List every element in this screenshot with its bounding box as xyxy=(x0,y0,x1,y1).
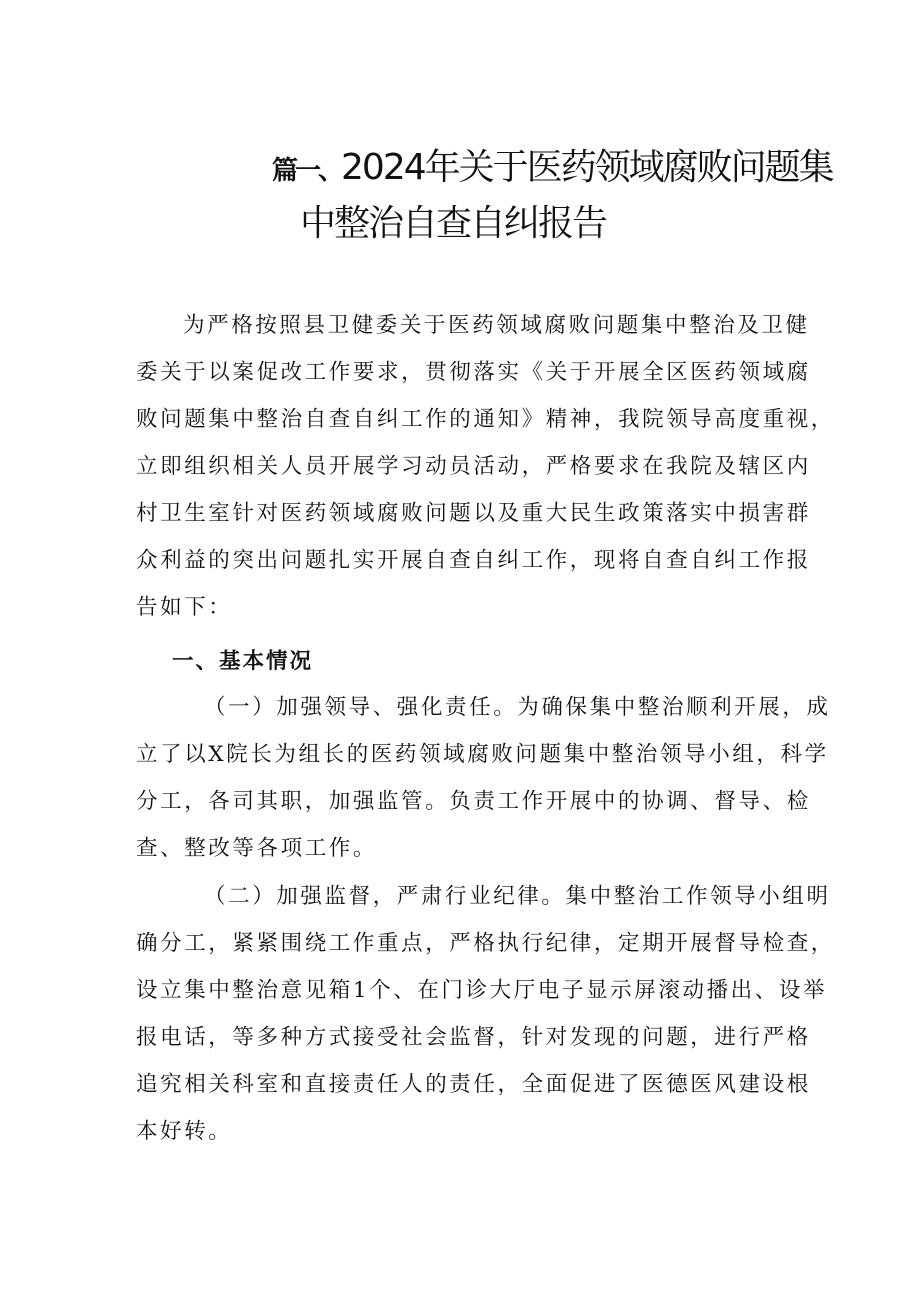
para2-line: 本好转。 xyxy=(136,1119,233,1144)
section-heading: 一、基本情况 xyxy=(172,649,314,674)
intro-line: 委关于以案促改工作要求，贯彻落实《关于开展全区医药领域腐 xyxy=(136,360,811,385)
para2-line: 确分工，紧紧围绕工作重点，严格执行纪律，定期开展督导检查， xyxy=(136,931,835,956)
intro-line: 众利益的突出问题扎实开展自查自纠工作，现将自查自纠工作报 xyxy=(136,548,811,573)
para1-line: 查、整改等各项工作。 xyxy=(136,836,378,861)
intro-line: 败问题集中整治自查自纠工作的通知》精神，我院领导高度重视， xyxy=(136,407,835,432)
document-title-line-2: 中整治自查自纠报告 xyxy=(300,203,607,244)
para1-line: （一）加强领导、强化责任。为确保集中整治顺利开展，成 xyxy=(204,695,831,720)
intro-line: 为严格按照县卫健委关于医药领域腐败问题集中整治及卫健 xyxy=(183,313,810,338)
intro-line: 立即组织相关人员开展学习动员活动，严格要求在我院及辖区内 xyxy=(136,454,811,479)
intro-line: 告如下： xyxy=(136,595,233,620)
para2-line: 追究相关科室和直接责任人的责任，全面促进了医德医风建设根 xyxy=(136,1072,811,1097)
title-text-1: 2024年关于医药领域腐败问题集 xyxy=(341,147,833,188)
intro-line: 村卫生室针对医药领域腐败问题以及重大民生政策落实中损害群 xyxy=(136,501,811,526)
para2-line: （二）加强监督，严肃行业纪律。集中整治工作领导小组明 xyxy=(204,884,831,909)
para1-line: 立了以X院长为组长的医药领域腐败问题集中整治领导小组，科学 xyxy=(136,742,829,767)
title-prefix: 篇一、 xyxy=(272,156,342,186)
para2-line: 设立集中整治意见箱1个、在门诊大厅电子显示屏滚动播出、设举 xyxy=(136,978,828,1003)
para1-line: 分工，各司其职，加强监管。负责工作开展中的协调、督导、检 xyxy=(136,789,811,814)
document-title-line-1 xyxy=(272,144,833,195)
para2-line: 报电话，等多种方式接受社会监督，针对发现的问题，进行严格 xyxy=(136,1025,811,1050)
